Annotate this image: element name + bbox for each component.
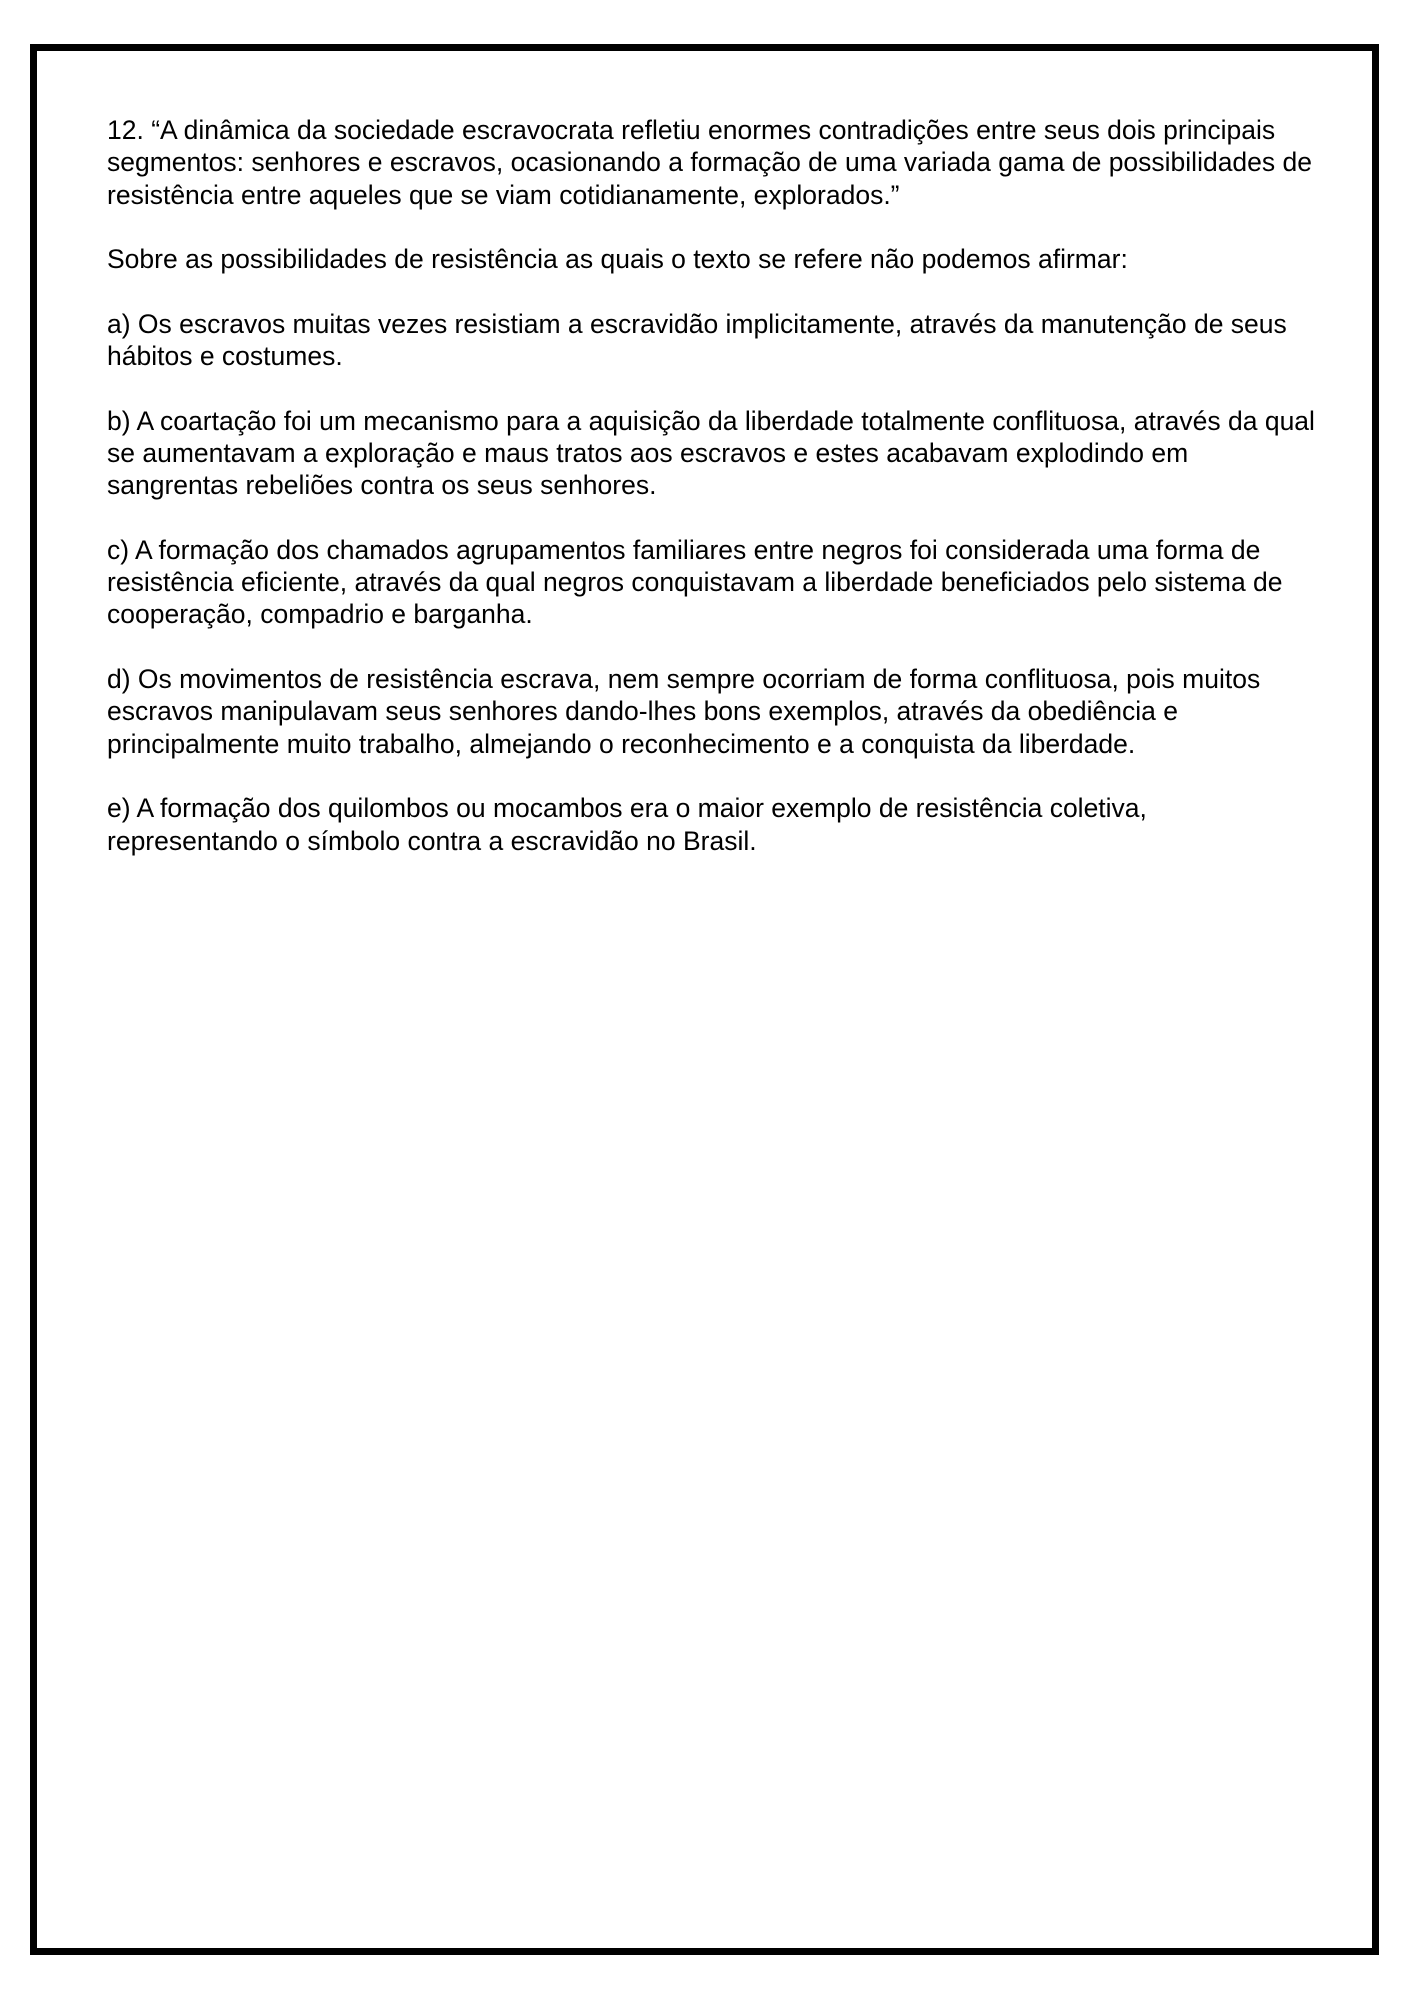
option-e: e) A formação dos quilombos ou mocambos era o maior exemplo de resistência coletiva, representando o símbolo contra a escravidão no Brasil. [107,793,1147,856]
option-c: c) A formação dos chamados agrupamentos familiares entre negros foi considerada uma forma de resistência eficiente, através da qual negros conquistavam a liberdade beneficiados pelo sistema de cooperação, compadrio e barganha. [107,534,1283,630]
question-block [107,114,1322,889]
option-b: b) A coartação foi um mecanismo para a aquisição da liberdade totalmente conflituosa, através da qual se aumentavam a exploração e maus tratos aos escravos e estes acabavam explodindo em sangrentas rebeliões contra os seus senhores. [107,405,1315,501]
question-prompt: Sobre as possibilidades de resistência as quais o texto se refere não podemos afirmar: [107,244,1128,275]
option-a: a) Os escravos muitas vezes resistiam a escravidão implicitamente, através da manutenção de seus hábitos e costumes. [107,308,1287,372]
option-d: d) Os movimentos de resistência escrava, nem sempre ocorriam de forma conflituosa, pois muitos escravos manipulavam seus senhores dando-lhes bons exemplos, através da obediência e principalmente muito trabalho, almejando o reconhecimento e a conquista da liberdade. [107,664,1261,759]
question-stem: 12. “A dinâmica da sociedade escravocrata refletiu enormes contradições entre seus dois principais segmentos: senhores e escravos, ocasionando a formação de uma variada gama de possibilidades de resistência entre aqueles que se viam cotidianamente, explorados.” [107,115,1312,210]
